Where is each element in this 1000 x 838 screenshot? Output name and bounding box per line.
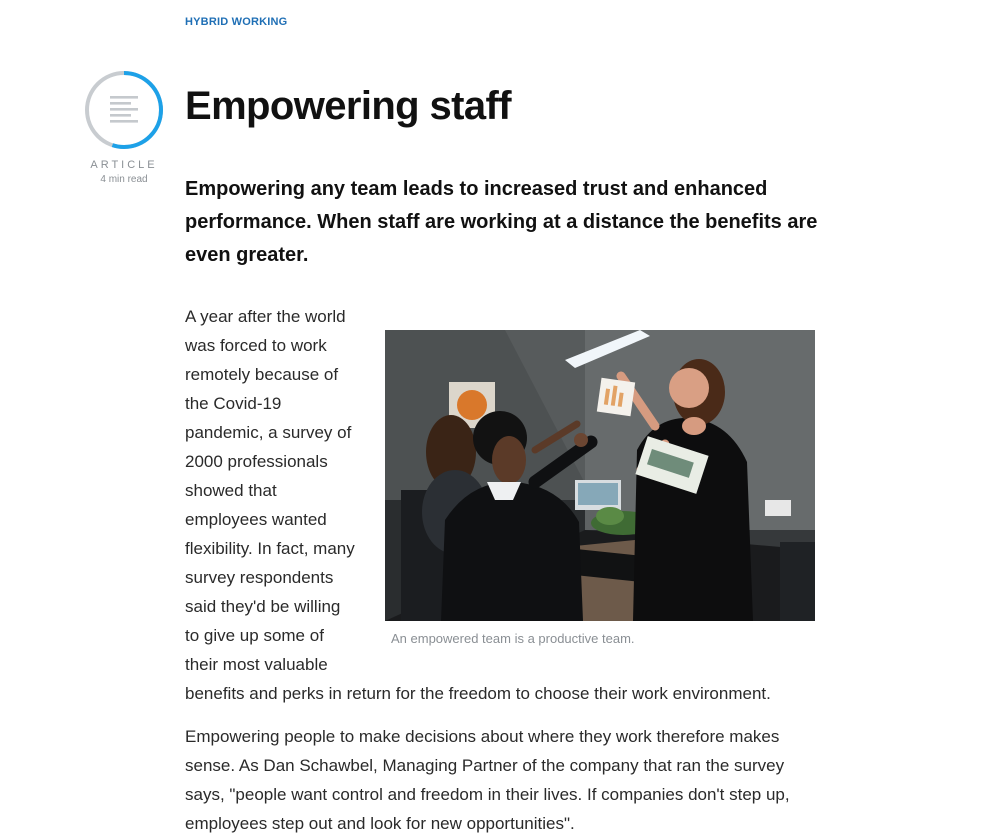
article-figure xyxy=(385,330,821,648)
read-time: 4 min read xyxy=(100,174,148,185)
body-paragraph: Empowering people to make decisions about where they work therefore makes sense. As Dan Schawbel, Managing Partner of the company that ran the survey says, "people want control and freedom in their lives. If companies don't step up, employees step out and look for new opportunities". xyxy=(185,727,790,833)
document-lines-icon xyxy=(83,69,165,151)
content-type-label: ARTICLE xyxy=(90,159,158,171)
article-lede: Empowering any team leads to increased trust and enhanced performance. When staff are working at a distance the benefits are even greater. xyxy=(185,178,818,266)
team-meeting-photo xyxy=(385,330,815,621)
article-meta xyxy=(82,69,166,185)
body-paragraph: A year after the world was forced to work remotely because of the Covid-19 pandemic, a survey of 2000 professionals showed that employees wanted flexibility. In fact, many survey respondents said they'd be willing to give up some of their most valuable benefits and perks in return for the freedom to choose their work environment. xyxy=(185,307,771,703)
page-title: Empowering staff xyxy=(185,84,511,128)
article-body xyxy=(185,302,815,838)
category-kicker[interactable]: HYBRID WORKING xyxy=(185,16,288,28)
figure-caption: An empowered team is a productive team. xyxy=(391,631,635,646)
